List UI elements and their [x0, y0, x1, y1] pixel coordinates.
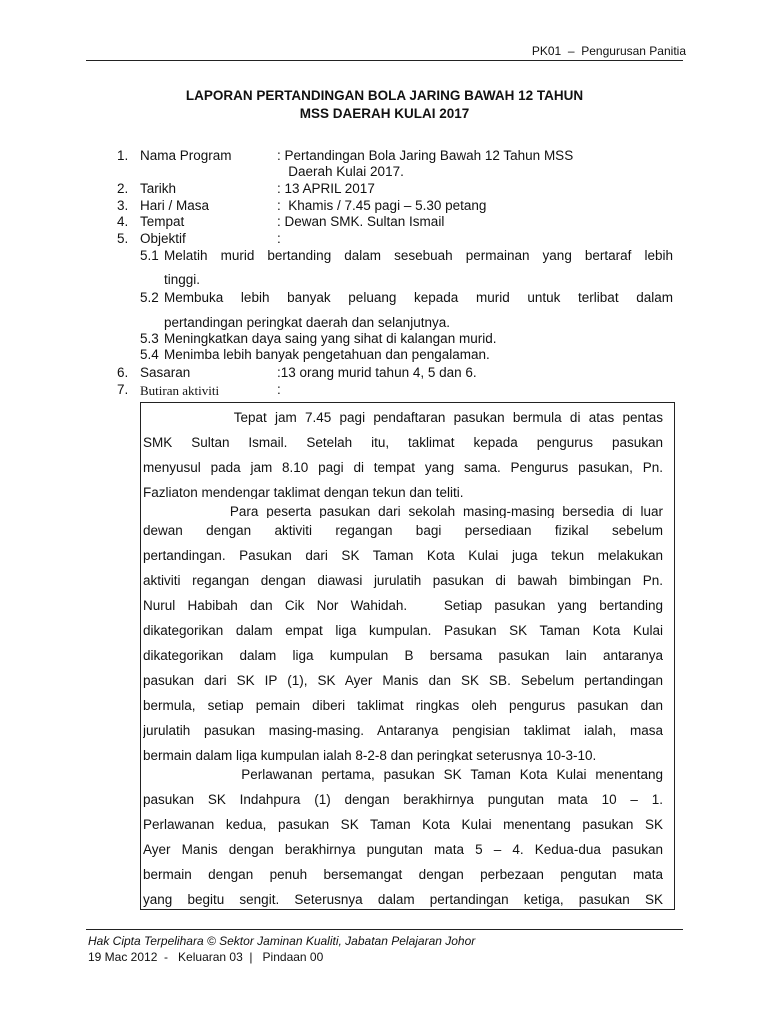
- item-number: 2.: [117, 181, 129, 196]
- activity-line: bermain dalam liga kumpulan ialah 8-2-8 dan peringkat seterusnya 10-3-10.: [143, 748, 597, 762]
- item-number: 6.: [117, 365, 129, 380]
- item-value: : Dewan SMK. Sultan Ismail: [277, 214, 445, 229]
- objective-text-cont: tinggi.: [164, 272, 201, 287]
- item-label: Tempat: [140, 214, 185, 229]
- item-number: 3.: [117, 198, 129, 213]
- footer-rule: [86, 929, 683, 930]
- activity-line: dikategorikan dalam empat liga kumpulan. Pasukan SK Taman Kota Kulai: [143, 623, 663, 638]
- item-number: 4.: [117, 214, 129, 229]
- activity-line: SMK Sultan Ismail. Setelah itu, taklimat kepada pengurus pasukan: [143, 435, 663, 450]
- header-code: PK01: [531, 44, 562, 58]
- item-value: : 13 APRIL 2017: [277, 181, 375, 196]
- item-value: :: [277, 382, 281, 397]
- objective-text: Menimba lebih banyak pengetahuan dan pengalaman.: [164, 347, 490, 362]
- objective-number: 5.1: [140, 248, 159, 263]
- footer-copyright: Hak Cipta Terpelihara © Sektor Jaminan Kualiti, Jabatan Pelajaran Johor: [88, 934, 476, 948]
- activity-line: jurulatih pasukan masing-masing. Antaranya pengisian taklimat ialah, masa: [143, 723, 663, 738]
- item-value-cont: Daerah Kulai 2017.: [277, 164, 404, 179]
- activity-line: Para peserta pasukan dari sekolah masing-masing bersedia di luar: [143, 504, 663, 518]
- activity-line: Perlawanan kedua, pasukan SK Taman Kota Kulai menentang pasukan SK: [143, 817, 663, 832]
- activity-line: pertandingan. Pasukan dari SK Taman Kota Kulai juga tekun melakukan: [143, 548, 663, 563]
- item-label: Butiran aktiviti: [140, 383, 220, 398]
- objective-number: 5.4: [140, 347, 159, 362]
- item-label: Tarikh: [140, 181, 177, 196]
- footer-release: 19 Mac 2012 - Keluaran 03 | Pindaan 00: [88, 950, 324, 964]
- activity-line: aktiviti regangan dengan diawasi jurulatih pasukan di bawah bimbingan Pn.: [143, 573, 663, 588]
- item-label: Nama Program: [140, 148, 232, 163]
- activity-line: dewan dengan aktiviti regangan bagi persediaan fizikal sebelum: [143, 523, 663, 538]
- item-value: :: [277, 231, 281, 246]
- objective-number: 5.2: [140, 290, 159, 305]
- objective-text: Meningkatkan daya saing yang sihat di kalangan murid.: [164, 331, 497, 346]
- activity-line: menyusul pada jam 8.10 pagi di tempat yang sama. Pengurus pasukan, Pn.: [143, 460, 663, 475]
- objective-text: Melatih murid bertanding dalam sesebuah permainan yang bertaraf lebih: [164, 248, 673, 263]
- doc-title-line1: LAPORAN PERTANDINGAN BOLA JARING BAWAH 12 TAHUN: [185, 88, 584, 103]
- activity-line: bermain dengan penuh bersemangat dengan perbezaan pengutan mata: [143, 867, 663, 882]
- item-value: : Pertandingan Bola Jaring Bawah 12 Tahun MSS: [277, 148, 574, 163]
- item-value: : Khamis / 7.45 pagi – 5.30 petang: [277, 198, 487, 213]
- activity-text: [143, 405, 663, 912]
- item-label: Objektif: [140, 231, 186, 246]
- objective-text-cont: pertandingan peringkat daerah dan selanjutnya.: [164, 315, 450, 330]
- item-number: 5.: [117, 231, 129, 246]
- activity-line: Fazliaton mendengar taklimat dengan tekun dan teliti.: [143, 485, 464, 499]
- activity-line: Nurul Habibah dan Cik Nor Wahidah. Setiap pasukan yang bertanding: [143, 598, 663, 613]
- activity-line: Perlawanan pertama, pasukan SK Taman Kota Kulai menentang: [143, 767, 663, 782]
- objective-text: Membuka lebih banyak peluang kepada murid untuk terlibat dalam: [164, 290, 673, 305]
- activity-line: pasukan dari SK IP (1), SK Ayer Manis dan SK SB. Sebelum pertandingan: [143, 673, 663, 688]
- running-header: [532, 44, 686, 58]
- activity-line: pasukan SK Indahpura (1) dengan berakhirnya pungutan mata 10 – 1.: [143, 792, 663, 807]
- doc-title-line2: MSS DAERAH KULAI 2017: [299, 106, 470, 121]
- activity-line: Tepat jam 7.45 pagi pendaftaran pasukan bermula di atas pentas: [143, 410, 663, 425]
- item-number: 1.: [117, 148, 129, 163]
- activity-line: dikategorikan dalam liga kumpulan B bersama pasukan lain antaranya: [143, 648, 663, 663]
- activity-line: Ayer Manis dengan berakhirnya pungutan mata 5 – 4. Kedua-dua pasukan: [143, 842, 663, 857]
- item-number: 7.: [117, 382, 129, 397]
- header-separator: –: [567, 44, 575, 58]
- header-title: Pengurusan Panitia: [581, 44, 686, 58]
- item-label: Hari / Masa: [140, 198, 210, 213]
- activity-line: bermula, setiap pemain diberi taklimat ringkas oleh pengurus pasukan dan: [143, 698, 663, 713]
- activity-line: yang begitu sengit. Seterusnya dalam pertandingan ketiga, pasukan SK: [143, 892, 663, 907]
- objective-number: 5.3: [140, 331, 159, 346]
- header-rule: [86, 60, 683, 61]
- item-label: Sasaran: [140, 365, 191, 380]
- item-value: :13 orang murid tahun 4, 5 dan 6.: [277, 365, 477, 380]
